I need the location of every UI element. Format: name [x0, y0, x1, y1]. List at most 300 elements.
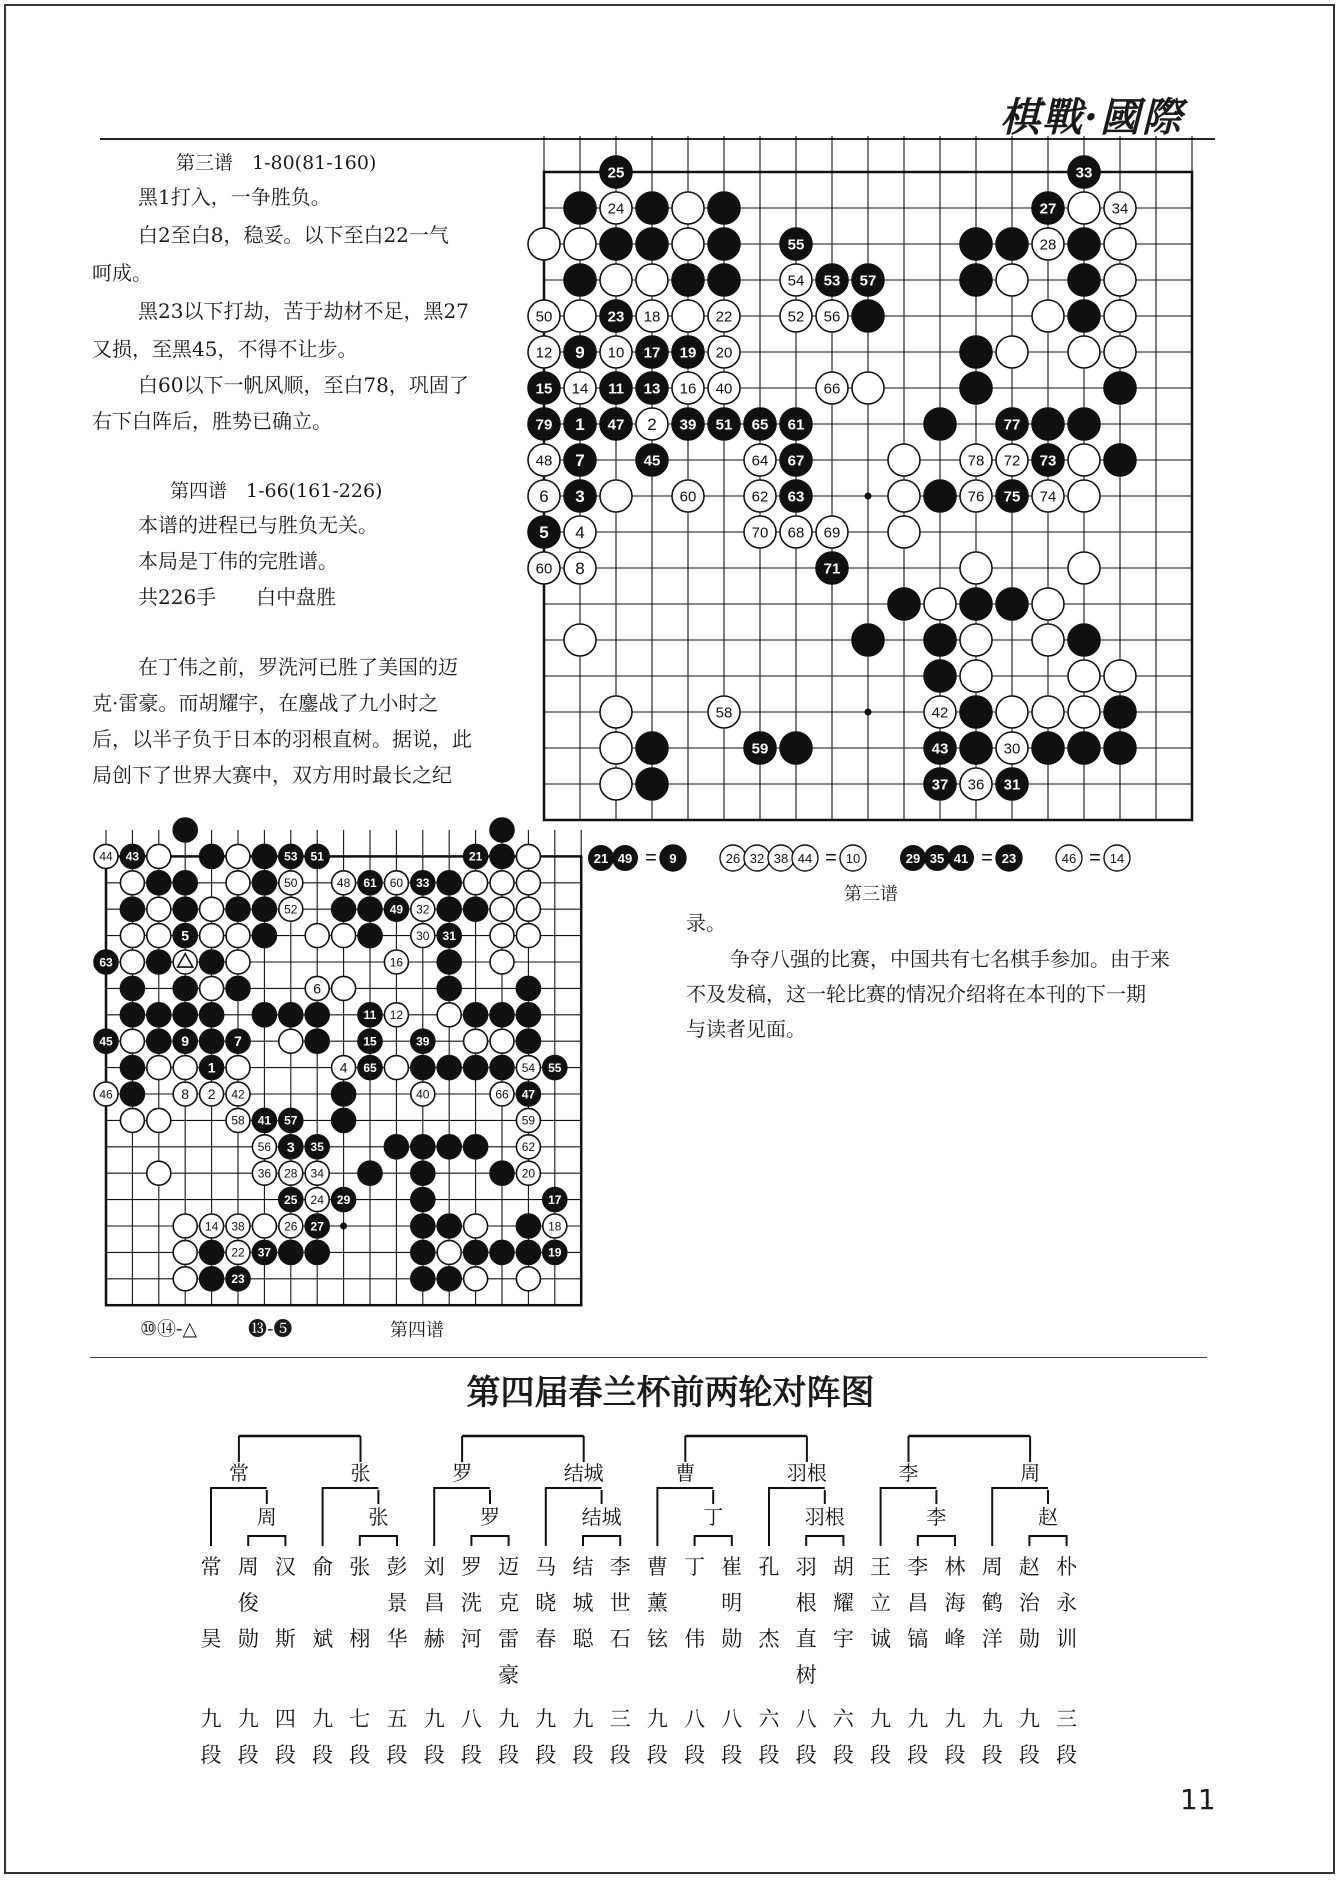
player-rank-char: 九 — [981, 1707, 1003, 1731]
white-stone — [279, 871, 303, 895]
player-rank-char: 段 — [981, 1743, 1003, 1767]
move-number: 58 — [715, 704, 733, 722]
move-number: 68 — [787, 524, 805, 542]
white-stone — [564, 624, 596, 656]
white-stone — [516, 1108, 540, 1132]
move-number: 76 — [967, 488, 985, 506]
player-name-char: 明 — [721, 1591, 743, 1615]
white-stone — [490, 897, 514, 921]
player-name-char: 赵 — [1018, 1555, 1040, 1579]
black-stone — [464, 1003, 488, 1027]
move-number: 66 — [495, 1087, 509, 1102]
move-number: 30 — [416, 928, 430, 943]
white-stone — [672, 372, 704, 404]
white-stone — [960, 444, 992, 476]
move-number: 73 — [1039, 452, 1057, 470]
player-rank-char: 段 — [349, 1743, 371, 1767]
player-rank-char: 段 — [832, 1743, 854, 1767]
move-number: 48 — [336, 876, 351, 891]
black-stone — [543, 1240, 567, 1264]
player-name-char: 薰 — [646, 1591, 668, 1615]
move-number: 8 — [181, 1086, 190, 1103]
move-number: 47 — [521, 1087, 536, 1102]
black-stone — [960, 588, 992, 620]
white-stone — [1068, 696, 1100, 728]
move-number: 52 — [284, 902, 298, 917]
white-stone — [464, 871, 488, 895]
player-name-char: 景 — [386, 1591, 408, 1615]
white-stone — [490, 924, 514, 948]
move-number: 22 — [231, 1245, 245, 1260]
black-stone — [437, 924, 461, 948]
black-stone — [636, 768, 668, 800]
player-name-char: 昌 — [423, 1591, 445, 1615]
move-number: 1 — [575, 415, 585, 435]
black-stone — [780, 480, 812, 512]
black-stone — [358, 871, 382, 895]
diagram3-equivalences — [585, 838, 1205, 878]
black-stone — [358, 1029, 382, 1053]
white-stone — [411, 1082, 435, 1106]
player-rank-char: 段 — [460, 1743, 482, 1767]
move-number: 77 — [1003, 416, 1021, 434]
black-stone — [120, 844, 144, 868]
player-rank-char: 六 — [832, 1707, 854, 1731]
black-stone — [490, 818, 514, 842]
black-stone — [1032, 408, 1064, 440]
player-name-char: 铉 — [646, 1627, 668, 1651]
black-stone — [384, 1135, 408, 1159]
white-stone — [1032, 300, 1064, 332]
move-number: 20 — [521, 1166, 536, 1181]
black-stone — [411, 871, 435, 895]
note-p4-l1: 白60以下一帆风顺，至白78，巩固了 — [138, 373, 469, 397]
black-stone — [411, 1214, 435, 1238]
move-number: 34 — [310, 1166, 324, 1181]
move-number: 31 — [1003, 776, 1021, 794]
player-name-char: 杰 — [758, 1627, 780, 1651]
black-stone — [305, 1135, 329, 1159]
black-stone — [173, 1003, 197, 1027]
white-stone — [490, 950, 514, 974]
triangle-marker — [173, 950, 197, 974]
black-stone — [332, 1082, 356, 1106]
black-stone — [1068, 156, 1100, 188]
white-stone — [120, 1108, 144, 1132]
white-stone — [600, 732, 632, 764]
diagram4-eq1: ⑩⑭-△ — [140, 1318, 198, 1340]
player-name-char: 李 — [907, 1555, 929, 1579]
move-number: 10 — [845, 851, 861, 866]
note-p7: 共226手 白中盘胜 — [138, 585, 337, 609]
move-number: 54 — [521, 1060, 536, 1075]
white-stone — [516, 924, 540, 948]
black-stone — [279, 1240, 303, 1264]
white-stone — [173, 1056, 197, 1080]
white-stone — [1032, 228, 1064, 260]
black-stone — [252, 844, 276, 868]
player-name-char: 斯 — [274, 1627, 296, 1651]
player-rank-char: 八 — [460, 1707, 482, 1731]
white-stone — [1104, 264, 1136, 296]
player-name-char: 张 — [349, 1555, 371, 1579]
move-number: 23 — [1001, 851, 1017, 866]
white-stone — [1068, 480, 1100, 512]
white-stone — [528, 444, 560, 476]
article-p-l1: 在丁伟之前，罗洗河已胜了美国的迈 — [138, 655, 458, 679]
white-stone — [888, 480, 920, 512]
white-stone — [226, 1214, 250, 1238]
white-stone — [516, 1056, 540, 1080]
white-stone — [173, 1267, 197, 1291]
white-stone — [516, 1135, 540, 1159]
note-p6: 本局是丁伟的完胜谱。 — [138, 549, 338, 573]
round1-winner: 张 — [368, 1505, 389, 1529]
move-number: 2 — [207, 1086, 216, 1103]
move-number: 58 — [231, 1113, 245, 1128]
white-stone — [1068, 192, 1100, 224]
white-stone — [564, 372, 596, 404]
round2-player: 张 — [350, 1461, 371, 1485]
white-stone — [816, 516, 848, 548]
black-stone — [332, 1108, 356, 1132]
move-number: 69 — [823, 524, 841, 542]
player-name-char: 李 — [609, 1555, 631, 1579]
white-stone — [780, 300, 812, 332]
black-stone — [516, 1029, 540, 1053]
black-stone — [437, 1135, 461, 1159]
player-name-char: 斌 — [312, 1627, 334, 1651]
move-number: 2 — [647, 415, 657, 435]
black-stone — [744, 408, 776, 440]
move-number: 21 — [468, 849, 483, 864]
move-number: 9 — [669, 851, 677, 866]
round1-winner: 赵 — [1038, 1505, 1058, 1529]
black-stone — [516, 1240, 540, 1264]
black-stone — [279, 844, 303, 868]
move-number: 27 — [1039, 200, 1057, 218]
white-stone — [528, 228, 560, 260]
player-name-char: 周 — [981, 1555, 1003, 1579]
round1-winner: 结城 — [581, 1505, 622, 1529]
white-stone — [1068, 444, 1100, 476]
white-stone — [1068, 336, 1100, 368]
black-stone — [960, 732, 992, 764]
black-stone — [600, 156, 632, 188]
move-number: 63 — [787, 488, 805, 506]
black-stone — [332, 897, 356, 921]
player-name-char: 永 — [1056, 1591, 1078, 1615]
move-number: 30 — [1003, 740, 1021, 758]
black-stone — [816, 264, 848, 296]
white-stone — [147, 1056, 171, 1080]
player-rank-char: 五 — [386, 1707, 408, 1731]
white-stone — [147, 1108, 171, 1132]
player-name-char: 羽 — [795, 1555, 817, 1579]
white-stone — [437, 1240, 461, 1264]
white-stone — [305, 976, 329, 1000]
player-name-char: 直 — [795, 1627, 817, 1651]
black-stone — [516, 1003, 540, 1027]
player-name-char: 训 — [1056, 1627, 1078, 1651]
player-rank-char: 段 — [795, 1743, 817, 1767]
move-number: 39 — [679, 416, 697, 434]
black-stone — [1104, 732, 1136, 764]
player-rank-char: 九 — [423, 1707, 445, 1731]
move-number: 9 — [575, 343, 585, 363]
black-stone — [147, 950, 171, 974]
round2-player: 罗 — [452, 1461, 473, 1485]
white-stone — [516, 844, 540, 868]
white-stone — [200, 1214, 224, 1238]
white-stone — [332, 1056, 356, 1080]
player-name-char: 赫 — [423, 1627, 445, 1651]
white-stone — [996, 444, 1028, 476]
black-stone — [200, 1056, 224, 1080]
move-number: 40 — [416, 1087, 430, 1102]
player-name-char: 常 — [200, 1555, 222, 1579]
move-number: 5 — [181, 927, 190, 944]
white-stone — [120, 1029, 144, 1053]
white-stone — [384, 1003, 408, 1027]
white-stone — [94, 1082, 118, 1106]
black-stone — [924, 480, 956, 512]
black-stone — [636, 336, 668, 368]
move-number: 71 — [823, 560, 841, 578]
white-stone — [384, 1056, 408, 1080]
move-number: 28 — [1039, 236, 1057, 254]
move-number: 21 — [593, 851, 609, 866]
black-stone — [1068, 264, 1100, 296]
move-number: 57 — [284, 1113, 298, 1128]
player-name-char: 立 — [870, 1591, 892, 1615]
note-p4-l2: 右下白阵后，胜势已确立。 — [92, 409, 332, 433]
player-name-char: 迈 — [498, 1555, 520, 1579]
player-name-char: 马 — [535, 1555, 557, 1579]
player-name-char: 俞 — [312, 1555, 334, 1579]
white-stone — [996, 264, 1028, 296]
star-point — [865, 493, 872, 500]
note-p1: 黑1打入，一争胜负。 — [138, 185, 331, 209]
white-stone — [528, 552, 560, 584]
equivalence-group — [720, 845, 866, 871]
black-stone — [437, 871, 461, 895]
move-number: 60 — [535, 560, 553, 578]
player-name-char: 栩 — [349, 1627, 371, 1651]
black-stone — [996, 408, 1028, 440]
black-stone — [173, 924, 197, 948]
black-stone — [490, 844, 514, 868]
black-stone — [120, 976, 144, 1000]
move-number: 44 — [797, 851, 813, 866]
black-stone — [94, 950, 118, 974]
move-number: 29 — [336, 1192, 351, 1207]
right-text-l3: 与读者见面。 — [686, 1017, 806, 1041]
round1-winner: 李 — [926, 1505, 947, 1529]
move-number: 38 — [231, 1219, 245, 1234]
player-name-char: 林 — [944, 1555, 966, 1579]
move-number: 3 — [286, 1138, 295, 1155]
player-rank-char: 四 — [274, 1707, 296, 1731]
black-stone — [1104, 696, 1136, 728]
move-number: 57 — [859, 272, 877, 290]
white-stone — [332, 924, 356, 948]
move-number: 55 — [548, 1060, 562, 1075]
move-number: 24 — [607, 200, 625, 218]
black-stone — [852, 300, 884, 332]
white-stone — [636, 300, 668, 332]
move-number: 54 — [787, 272, 805, 290]
white-stone — [120, 950, 144, 974]
black-stone — [411, 1161, 435, 1185]
black-stone — [279, 1188, 303, 1212]
white-stone — [332, 976, 356, 1000]
white-stone — [564, 300, 596, 332]
black-stone — [464, 844, 488, 868]
white-stone — [173, 1240, 197, 1264]
player-name-char: 聪 — [572, 1627, 594, 1651]
white-stone — [960, 768, 992, 800]
move-number: 8 — [575, 559, 585, 579]
black-stone — [564, 192, 596, 224]
white-stone — [516, 871, 540, 895]
player-rank-char: 八 — [795, 1707, 817, 1731]
white-stone — [672, 192, 704, 224]
player-name-char: 晓 — [535, 1591, 557, 1615]
player-name-char: 孔 — [758, 1555, 780, 1579]
move-number: 64 — [751, 452, 769, 470]
black-stone — [528, 408, 560, 440]
player-name-char: 石 — [609, 1627, 631, 1651]
black-stone — [996, 228, 1028, 260]
white-stone — [173, 1082, 197, 1106]
player-name-char: 昊 — [200, 1627, 222, 1651]
player-name-char: 结 — [572, 1555, 594, 1579]
white-stone — [960, 552, 992, 584]
white-stone — [600, 480, 632, 512]
round2-player: 结城 — [563, 1461, 604, 1485]
white-stone — [200, 1082, 224, 1106]
white-stone — [147, 844, 171, 868]
black-stone — [780, 732, 812, 764]
white-stone — [636, 408, 668, 440]
black-stone — [564, 444, 596, 476]
move-number: 72 — [1003, 452, 1021, 470]
note-p2-l2: 呵成。 — [92, 261, 152, 285]
move-number: 7 — [575, 451, 585, 471]
black-stone — [1104, 372, 1136, 404]
black-stone — [708, 192, 740, 224]
black-stone — [636, 228, 668, 260]
black-stone — [411, 1240, 435, 1264]
black-stone — [780, 444, 812, 476]
move-number: 49 — [617, 851, 633, 866]
black-stone — [516, 976, 540, 1000]
player-rank-char: 段 — [423, 1743, 445, 1767]
black-stone — [147, 1029, 171, 1053]
white-stone — [528, 336, 560, 368]
magazine-logo: 棋戰·國際 — [1000, 94, 1184, 141]
move-number: 48 — [535, 452, 553, 470]
white-stone — [94, 844, 118, 868]
move-number: 53 — [284, 849, 298, 864]
player-name-char: 河 — [460, 1627, 482, 1651]
section-rule — [90, 1357, 1207, 1358]
black-stone — [490, 1161, 514, 1185]
black-stone — [924, 624, 956, 656]
black-stone — [411, 1135, 435, 1159]
black-stone — [437, 1214, 461, 1238]
move-number: 3 — [575, 487, 585, 507]
player-name-char: 王 — [870, 1555, 892, 1579]
black-stone — [252, 924, 276, 948]
black-stone — [464, 1135, 488, 1159]
player-name-char: 伟 — [684, 1627, 706, 1651]
white-stone — [226, 1108, 250, 1132]
move-number: 51 — [715, 416, 733, 434]
move-number: 14 — [571, 380, 589, 398]
black-stone — [490, 1003, 514, 1027]
white-stone — [780, 516, 812, 548]
right-text-l2: 不及发稿，这一轮比赛的情况介绍将在本刊的下一期 — [686, 982, 1146, 1006]
black-stone — [226, 897, 250, 921]
black-stone — [279, 1003, 303, 1027]
move-number: 16 — [679, 380, 697, 398]
black-stone — [384, 897, 408, 921]
move-number: 62 — [521, 1140, 536, 1155]
black-stone — [437, 1056, 461, 1080]
white-stone — [226, 871, 250, 895]
move-number: 4 — [339, 1059, 348, 1076]
player-rank-char: 段 — [386, 1743, 408, 1767]
player-name-char: 胡 — [832, 1555, 854, 1579]
white-stone — [1068, 552, 1100, 584]
move-number: 42 — [931, 704, 949, 722]
white-stone — [960, 624, 992, 656]
black-stone — [120, 1082, 144, 1106]
player-name-char: 城 — [572, 1591, 594, 1615]
black-stone — [672, 264, 704, 296]
player-name-char: 周 — [237, 1555, 259, 1579]
player-rank-char: 段 — [237, 1743, 259, 1767]
black-stone — [516, 1082, 540, 1106]
player-name-char: 华 — [386, 1627, 408, 1651]
black-stone — [411, 1029, 435, 1053]
player-name-char: 峰 — [944, 1627, 966, 1651]
player-name-char: 雷 — [498, 1627, 520, 1651]
black-stone — [120, 1003, 144, 1027]
black-stone — [528, 516, 560, 548]
right-text-cont: 录。 — [686, 911, 726, 935]
move-number: 53 — [823, 272, 841, 290]
player-name-char: 树 — [795, 1663, 817, 1687]
move-number: 22 — [715, 308, 733, 326]
black-stone — [490, 1240, 514, 1264]
white-stone — [708, 696, 740, 728]
player-rank-char: 段 — [944, 1743, 966, 1767]
move-number: 32 — [416, 902, 430, 917]
move-number: 16 — [389, 955, 404, 970]
player-name-char: 勋 — [721, 1627, 743, 1651]
move-number: 19 — [679, 344, 697, 362]
note-p3-l2: 又损，至黑45，不得不让步。 — [92, 337, 358, 361]
black-stone — [780, 228, 812, 260]
equals-sign: = — [825, 847, 837, 869]
move-number: 75 — [1003, 488, 1021, 506]
move-number: 15 — [535, 380, 553, 398]
player-rank-char: 段 — [609, 1743, 631, 1767]
equivalence-group — [900, 845, 1022, 871]
